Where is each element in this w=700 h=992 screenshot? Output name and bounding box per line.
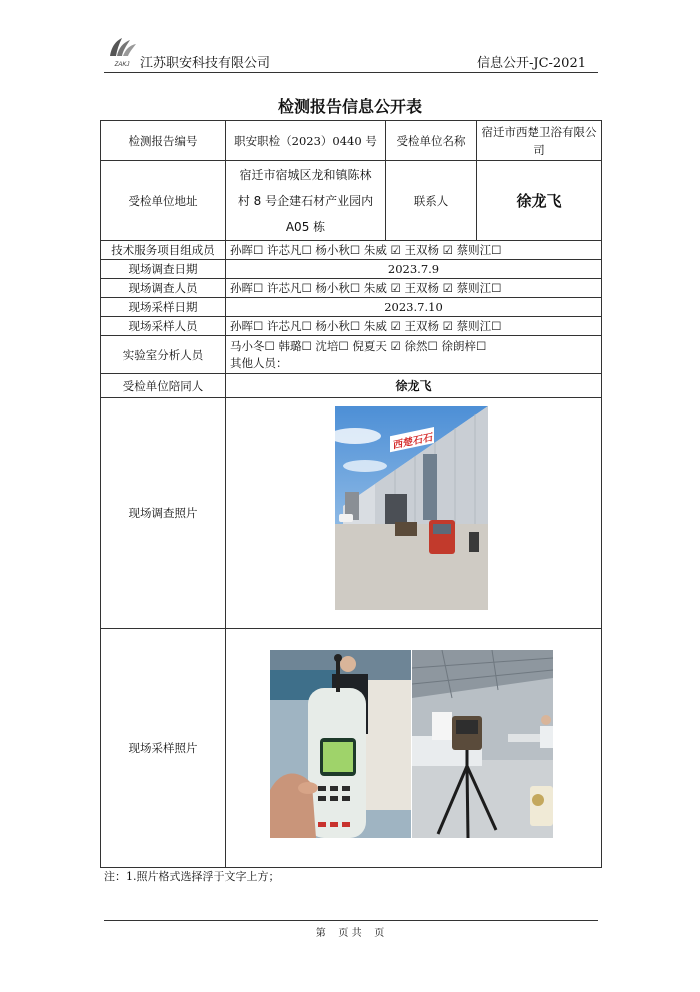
company-logo-icon <box>104 34 140 70</box>
page-number: 第 页 共 页 <box>315 928 385 939</box>
surveyors-value: 孙晖☐ 许芯凡☐ 杨小秋☐ 朱威 ☑ 王双杨 ☑ 蔡则江☐ <box>226 279 602 298</box>
table-row <box>101 374 602 398</box>
lab-label: 实验室分析人员 <box>101 336 226 374</box>
samplers-value: 孙晖☐ 许芯凡☐ 杨小秋☐ 朱威 ☑ 王双杨 ☑ 蔡则江☐ <box>226 317 602 336</box>
unit-name-value: 宿迁市西楚卫浴有限公司 <box>477 121 602 161</box>
lab-value <box>226 336 602 374</box>
document-id: 信息公开-JC-2021 <box>476 56 586 71</box>
address-line: 村 8 号企建石材产业园内 <box>237 193 374 208</box>
contact-value: 徐龙飞 <box>477 161 602 241</box>
sound-meter-photo <box>270 650 411 838</box>
header-rule <box>104 72 598 73</box>
table-row <box>101 260 602 279</box>
address-value <box>226 161 386 241</box>
document-title: 检测报告信息公开表 <box>277 97 422 116</box>
table-row <box>101 298 602 317</box>
factory-photo <box>335 406 488 610</box>
sampling-date-value: 2023.7.10 <box>226 298 602 317</box>
report-no-value: 职安职检（2023）0440 号 <box>226 121 386 161</box>
surveyors-label: 现场调查人员 <box>101 279 226 298</box>
table-row <box>101 279 602 298</box>
samplers-label: 现场采样人员 <box>101 317 226 336</box>
table-row <box>101 121 602 161</box>
logo-text: ZAKJ <box>114 62 130 68</box>
footer-rule <box>104 920 598 921</box>
survey-photo-label: 现场调查照片 <box>101 398 226 629</box>
workshop-sampler-photo <box>412 650 553 838</box>
contact-label: 联系人 <box>386 161 477 241</box>
lab-other-line: 其他人员： <box>230 355 288 370</box>
table-row <box>101 336 602 374</box>
sampling-photo-label: 现场采样照片 <box>101 629 226 868</box>
escort-label: 受检单位陪同人 <box>101 374 226 398</box>
unit-name-label: 受检单位名称 <box>386 121 477 161</box>
address-line: 宿迁市宿城区龙和镇陈林 <box>239 167 372 182</box>
team-label: 技术服务项目组成员 <box>101 241 226 260</box>
team-value: 孙晖☐ 许芯凡☐ 杨小秋☐ 朱威 ☑ 王双杨 ☑ 蔡则江☐ <box>226 241 602 260</box>
factory-sign: 西楚石石 <box>393 432 434 452</box>
table-row <box>101 161 602 241</box>
company-name: 江苏职安科技有限公司 <box>140 56 271 71</box>
table-row <box>101 241 602 260</box>
lab-staff-line: 马小冬☐ 韩璐☐ 沈培☐ 倪夏天 ☑ 徐然☐ 徐朗梓☐ <box>230 338 487 353</box>
survey-date-value: 2023.7.9 <box>226 260 602 279</box>
footnote: 注：1.照片格式选择浮于文字上方； <box>104 870 280 883</box>
report-no-label: 检测报告编号 <box>101 121 226 161</box>
page-header <box>104 34 598 70</box>
sampling-date-label: 现场采样日期 <box>101 298 226 317</box>
table-row <box>101 317 602 336</box>
escort-value: 徐龙飞 <box>226 374 602 398</box>
address-label: 受检单位地址 <box>101 161 226 241</box>
address-line: A05 栋 <box>285 219 326 234</box>
survey-date-label: 现场调查日期 <box>101 260 226 279</box>
